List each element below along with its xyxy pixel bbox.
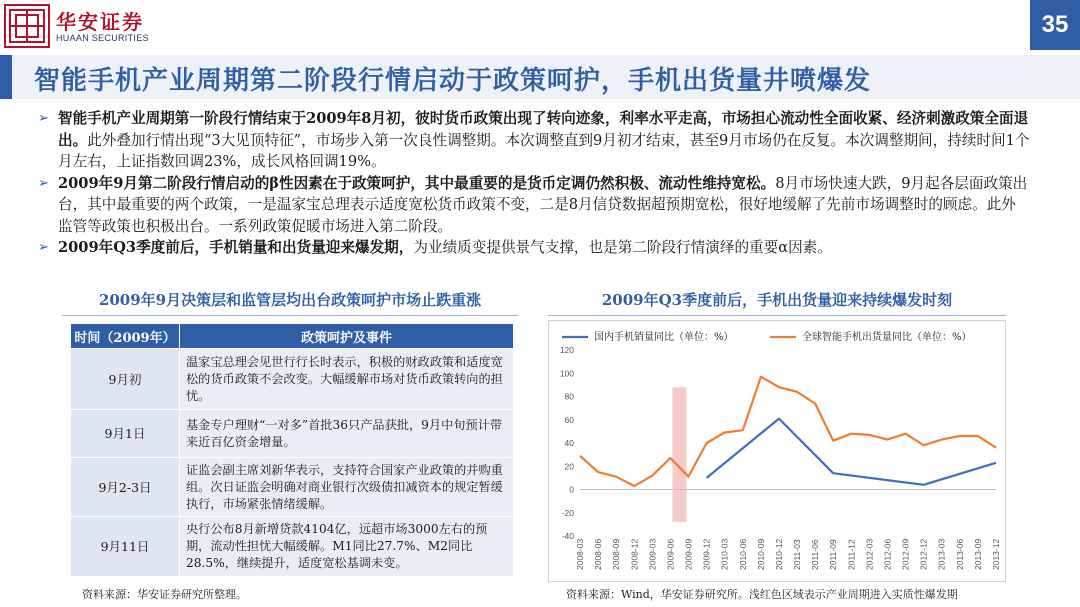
arrow-bullet-icon: ➢: [38, 111, 49, 126]
table-cell-time: 9月1日: [71, 410, 180, 458]
table-cell-event: 基金专户理财“一对多”首批36只产品获批，9月中旬预计带来近百亿资金增量。: [180, 410, 514, 458]
x-tick-label: 2013-09: [972, 538, 983, 570]
table-row: [71, 349, 514, 410]
x-tick-label: 2013-03: [936, 538, 947, 570]
x-tick-label: 2010-03: [719, 538, 730, 570]
divider: [62, 315, 518, 316]
x-tick-label: 2012-09: [900, 538, 911, 570]
y-tick-label: 120: [559, 345, 574, 355]
line-chart: [548, 320, 1006, 582]
y-tick-label: 100: [559, 368, 574, 379]
table-source-note: 资料来源：华安证券研究所整理。: [82, 588, 247, 601]
bullet-bold-text: 2009年Q3季度前后，手机销量和出货量迎来爆发期，: [58, 239, 414, 256]
x-tick-label: 2009-03: [647, 538, 658, 570]
x-tick-label: 2012-06: [882, 538, 893, 570]
highlight-band: [672, 387, 686, 522]
table-row: [71, 517, 514, 577]
brand-name-en: HUAAN SECURITIES: [56, 33, 149, 43]
x-tick-label: 2008-03: [575, 538, 585, 570]
x-tick-label: 2009-06: [665, 538, 676, 570]
table-cell-event: 央行公布8月新增贷款4104亿，远超市场3000左右的预期，流动性担忧大幅缓解。M1同比27.7%、M2同比28.5%，继续提升，适度宽松基调未变。: [180, 517, 514, 577]
x-tick-label: 2010-06: [737, 538, 748, 570]
column-header-time: 时间（2009年）: [71, 324, 180, 349]
x-tick-label: 2008-06: [593, 538, 604, 570]
y-tick-label: 80: [564, 391, 574, 402]
chart-section-title-text: 2009年Q3季度前后，手机出货量迎来持续爆发时刻: [601, 291, 953, 309]
legend-label: 国内手机销量同比（单位：%）: [594, 332, 734, 343]
page-number: 35: [1030, 0, 1080, 50]
arrow-bullet-icon: ➢: [38, 240, 49, 255]
bullet-list: [40, 108, 1030, 259]
legend-label: 全球智能手机出货量同比（单位：%）: [802, 332, 972, 343]
x-tick-label: 2008-12: [629, 538, 640, 570]
y-tick-label: 60: [564, 414, 574, 425]
chart-source-note: 资料来源：Wind，华安证券研究所。浅红色区域表示产业周期进入实质性爆发期: [566, 588, 958, 601]
bullet-item: [40, 173, 1030, 238]
bullet-item: [40, 237, 1030, 259]
bullet-bold-text: 2009年9月第二阶段行情启动的β性因素在于政策呵护，其中最重要的是货币定调仍然积极、流动性维持宽松。: [58, 174, 776, 192]
table-cell-time: 9月11日: [71, 517, 180, 577]
bullet-item: [40, 108, 1030, 173]
divider: [548, 315, 1006, 316]
y-tick-label: -20: [561, 507, 574, 518]
policy-table: [70, 323, 514, 577]
table-section-title: [62, 288, 518, 314]
x-tick-label: 2009-12: [701, 538, 712, 570]
x-tick-label: 2013-06: [954, 538, 965, 570]
x-tick-label: 2010-12: [773, 538, 784, 570]
column-header-event: 政策呵护及事件: [180, 324, 514, 349]
title-accent: [0, 55, 12, 99]
company-logo: [4, 4, 50, 48]
x-tick-label: 2011-12: [846, 539, 857, 570]
table-section-title-text: 2009年9月决策层和监管层均出台政策呵护市场止跌重涨: [98, 291, 482, 309]
page-title: 智能手机产业周期第二阶段行情启动于政策呵护，手机出货量井喷爆发: [34, 66, 872, 96]
x-tick-label: 2012-03: [864, 538, 875, 570]
arrow-bullet-icon: ➢: [38, 175, 49, 191]
chart-section-title: [548, 288, 1006, 314]
bullet-text: 此外叠加行情出现“3大见顶特征”，市场步入第一次良性调整期。本次调整直到9月初才结束，甚至9月市场仍在反复。本次调整期间，持续时间1个月左右，上证指数回调23%，成长风格回调19%。: [58, 131, 1030, 170]
y-tick-label: 20: [564, 461, 574, 472]
x-tick-label: 2011-06: [810, 539, 821, 570]
table-header-row: [71, 324, 514, 349]
line-chart-svg: [548, 320, 1006, 582]
bullet-text: 为业绩质变提供景气支撑，也是第二阶段行情演绎的重要α因素。: [413, 239, 832, 256]
x-tick-label: 2012-12: [918, 538, 929, 570]
x-tick-label: 2011-09: [828, 539, 839, 570]
table-cell-time: 9月2-3日: [71, 458, 180, 517]
x-tick-label: 2009-09: [683, 538, 694, 570]
x-tick-label: 2008-09: [611, 538, 622, 570]
x-tick-label: 2010-09: [755, 538, 766, 570]
bullet-bold-text: 智能手机产业周期第一阶段行情结束于2009年8月初，彼时货币政策出现了转向迹象，利率水平走高，市场担心流动性全面收紧、经济刺激政策全面退出。: [58, 110, 1029, 149]
y-tick-label: 0: [569, 484, 574, 495]
table-row: [71, 458, 514, 517]
table-cell-event: 温家宝总理会见世行行长时表示，积极的财政政策和适度宽松的货币政策不会改变。大幅缓解市场对货币政策转向的担忧。: [180, 349, 514, 410]
y-tick-label: -40: [561, 531, 574, 541]
table-row: [71, 410, 514, 458]
x-tick-label: 2013-12: [991, 538, 1001, 570]
y-tick-label: 40: [564, 438, 574, 448]
table-cell-event: 证监会副主席刘新华表示，支持符合国家产业政策的并购重组。次日证监会明确对商业银行次级债扣减资本的规定暂缓执行，市场紧张情绪缓解。: [180, 458, 514, 517]
brand-name-cn: 华安证券: [56, 10, 144, 34]
x-tick-label: 2011-03: [792, 539, 803, 570]
table-cell-time: 9月初: [71, 349, 180, 410]
bullet-text: 8月市场快速大跌，9月起各层面政策出台，其中最重要的两个政策，一是温家宝总理表示适度宽松货币政策不变，二是8月信贷数据超预期宽松，很好地缓解了先前市场调整时的顾虑。此外监管等政策也积极出台。一系列政策促暖市场进入第二阶段。: [58, 174, 1028, 235]
